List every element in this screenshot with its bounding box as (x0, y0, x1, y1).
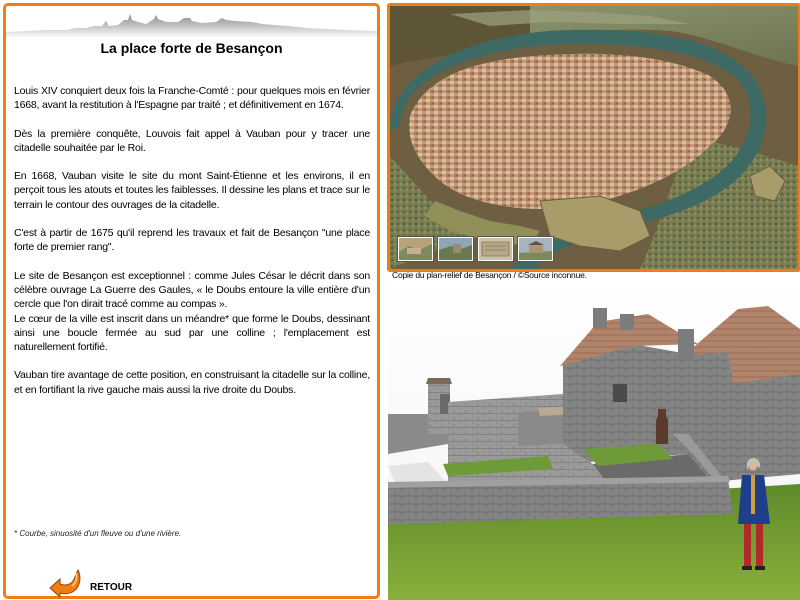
relief-map-photo (387, 3, 800, 272)
relief-map-image (390, 6, 798, 269)
thumbnail[interactable] (478, 237, 513, 261)
city-skyline-decoration (6, 6, 377, 38)
back-label: RETOUR (90, 582, 133, 593)
back-arrow-icon (48, 566, 84, 598)
paragraph: Vauban tire avantage de cette position, en construisant la citadelle sur la colline, et en fortifiant la rive gauche mais aussi la rive droite du Doubs. (14, 369, 370, 396)
thumbnail[interactable] (438, 237, 473, 261)
paragraph: C'est à partir de 1675 qu'il reprend les travaux et fait de Besançon "une place forte de premier rang". (14, 227, 370, 254)
paragraph: Dès la première conquête, Louvois fait appel à Vauban pour y tracer une citadelle souhaitée par le Roi. (14, 127, 370, 154)
thumbnail[interactable] (518, 237, 553, 261)
paragraph: Le site de Besançon est exceptionnel : comme Jules César le décrit dans son célèbre ouvrage La Guerre des Gaules, « le Doubs entoure la ville entière d'un cercle que l'on dirait tracé comme au compas ». (14, 269, 370, 311)
page-title: La place forte de Besançon (100, 40, 283, 56)
paragraph: En 1668, Vauban visite le site du mont Saint-Étienne et les environs, il en perçoit tous les atouts et toutes les faiblesses. Il dessine les plans et trace sur le terrain le contour des ouvrages de la citadelle. (14, 170, 370, 211)
photo-caption: Copie du plan-relief de Besançon / ©Source inconnue. (392, 270, 587, 280)
thumbnail[interactable] (398, 237, 433, 261)
paragraph: Louis XIV conquiert deux fois la Franche-Comté : pour quelques mois en février 1668, avant la restitution à l'Espagne par traité ; et définitivement en 1674. (14, 85, 370, 112)
footnote: * Courbe, sinuosité d'un fleuve ou d'une rivière. (14, 529, 182, 538)
citadel-3d-scene (388, 284, 800, 600)
thumbnail-strip (398, 237, 553, 261)
paragraph: Le cœur de la ville est inscrit dans un méandre* que forme le Doubs, dessinant ainsi une boucle fermée au sud par une colline ; l'emplacement est naturellement fortifié. (14, 312, 370, 354)
article-body (14, 84, 370, 411)
back-button[interactable] (48, 566, 148, 596)
text-panel (3, 3, 380, 599)
